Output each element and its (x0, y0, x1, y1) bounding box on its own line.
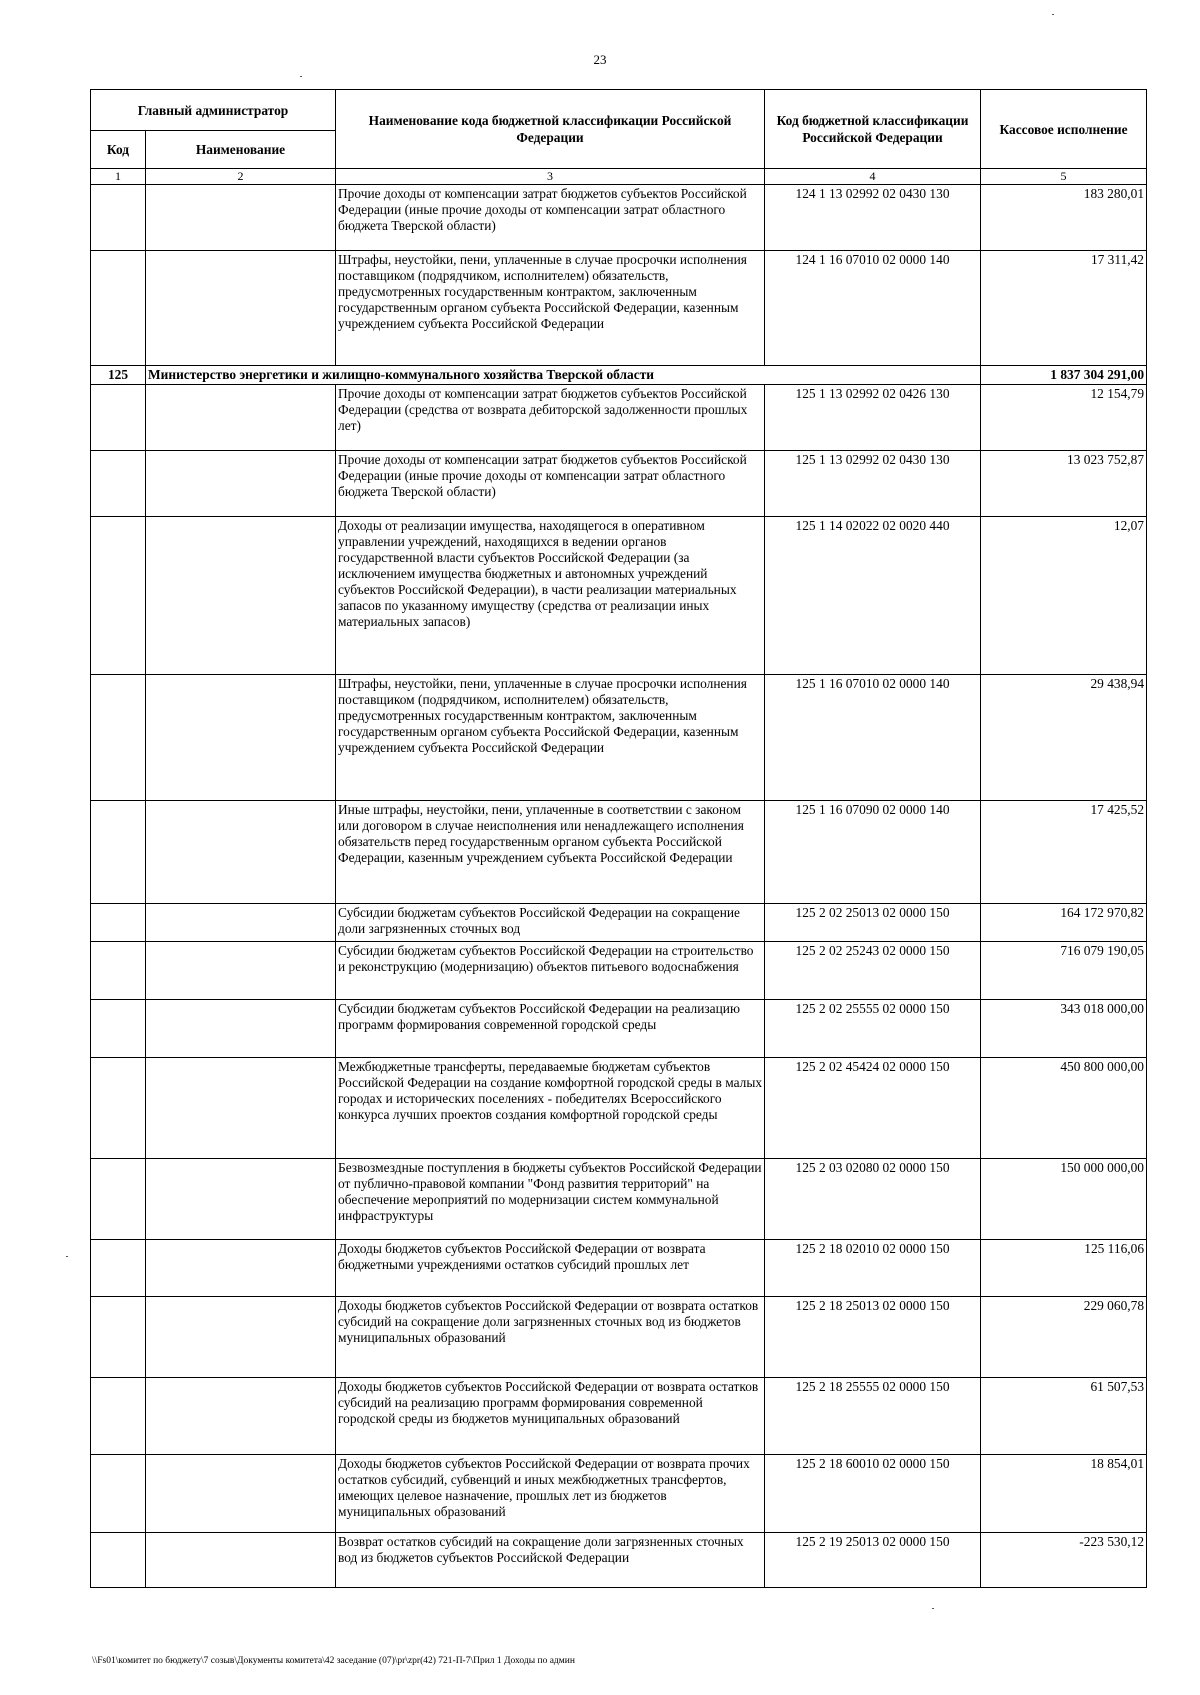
kbk-description: Доходы бюджетов субъектов Российской Федерации от возврата остатков субсидий на реализацию программ формирования современной городской среды из бюджетов муниципальных образований (336, 1378, 765, 1455)
amount: 13 023 752,87 (981, 451, 1147, 517)
amount: -223 530,12 (981, 1533, 1147, 1588)
kbk-code: 125 2 19 25013 02 0000 150 (765, 1533, 981, 1588)
table-row (91, 185, 1147, 251)
table-row (91, 1533, 1147, 1588)
scan-speck (66, 1256, 68, 1257)
amount: 164 172 970,82 (981, 904, 1147, 942)
kbk-code: 125 2 02 45424 02 0000 150 (765, 1058, 981, 1159)
amount: 12 154,79 (981, 385, 1147, 451)
header-kbk-code: Код бюджетной классификации Российской Федерации (765, 90, 981, 169)
table-row (91, 1378, 1147, 1455)
kbk-code: 125 2 02 25013 02 0000 150 (765, 904, 981, 942)
kbk-description: Доходы от реализации имущества, находящегося в оперативном управлении учреждений, находящихся в ведении органов государственной власти субъектов Российской Федерации (за исключением имущества бюджетных и автономных учреждений субъектов Российской Федерации), в части реализации материальных запасов по указанному имуществу (средства от реализации иных материальных запасов) (336, 517, 765, 675)
header-main-admin: Главный администратор (91, 90, 336, 131)
kbk-description: Иные штрафы, неустойки, пени, уплаченные в соответствии с законом или договором в случае неисполнения или ненадлежащего исполнения обязательств перед государственным органом субъекта Российской Федерации, казенным учреждением субъекта Российской Федерации (336, 801, 765, 904)
amount: 17 311,42 (981, 251, 1147, 366)
amount: 125 116,06 (981, 1240, 1147, 1297)
kbk-code: 124 1 13 02992 02 0430 130 (765, 185, 981, 251)
table-row (91, 1159, 1147, 1240)
table-row (91, 942, 1147, 1000)
header-kbk-name: Наименование кода бюджетной классификации Российской Федерации (336, 90, 765, 169)
amount: 61 507,53 (981, 1378, 1147, 1455)
column-number: 3 (336, 169, 765, 185)
amount: 17 425,52 (981, 801, 1147, 904)
kbk-code: 125 1 13 02992 02 0426 130 (765, 385, 981, 451)
kbk-description: Прочие доходы от компенсации затрат бюджетов субъектов Российской Федерации (иные прочие доходы от компенсации затрат областного бюджета Тверской области) (336, 451, 765, 517)
kbk-description: Доходы бюджетов субъектов Российской Федерации от возврата бюджетными учреждениями остатков субсидий прошлых лет (336, 1240, 765, 1297)
amount: 229 060,78 (981, 1297, 1147, 1378)
kbk-description: Безвозмездные поступления в бюджеты субъектов Российской Федерации от публично-правовой компании "Фонд развития территорий" на обеспечение мероприятий по модернизации систем коммунальной инфраструктуры (336, 1159, 765, 1240)
kbk-code: 125 2 18 60010 02 0000 150 (765, 1455, 981, 1533)
kbk-description: Возврат остатков субсидий на сокращение доли загрязненных сточных вод из бюджетов субъектов Российской Федерации (336, 1533, 765, 1588)
table-row (91, 1297, 1147, 1378)
header-code: Код (91, 131, 146, 169)
kbk-description: Субсидии бюджетам субъектов Российской Федерации на строительство и реконструкцию (модернизацию) объектов питьевого водоснабжения (336, 942, 765, 1000)
kbk-description: Штрафы, неустойки, пени, уплаченные в случае просрочки исполнения поставщиком (подрядчиком, исполнителем) обязательств, предусмотренных государственным контрактом, заключенным государственным органом субъекта Российской Федерации, казенным учреждением субъекта Российской Федерации (336, 251, 765, 366)
kbk-code: 125 1 13 02992 02 0430 130 (765, 451, 981, 517)
amount: 183 280,01 (981, 185, 1147, 251)
footer-file-path: \\Fs01\комитет по бюджету\7 созыв\Документы комитета\42 заседание (07)\pr\zpr(42) 721-П-7\Прил 1 Доходы по админ (92, 1656, 575, 1666)
page-number: 23 (593, 52, 607, 67)
kbk-code: 125 2 02 25555 02 0000 150 (765, 1000, 981, 1058)
kbk-description: Межбюджетные трансферты, передаваемые бюджетам субъектов Российской Федерации на создание комфортной городской среды в малых городах и исторических поселениях - победителях Всероссийского конкурса лучших проектов создания комфортной городской среды (336, 1058, 765, 1159)
revenue-table (90, 89, 1147, 1588)
kbk-description: Субсидии бюджетам субъектов Российской Федерации на реализацию программ формирования современной городской среды (336, 1000, 765, 1058)
kbk-description: Субсидии бюджетам субъектов Российской Федерации на сокращение доли загрязненных сточных вод (336, 904, 765, 942)
table-row (91, 1000, 1147, 1058)
amount: 18 854,01 (981, 1455, 1147, 1533)
table-row (91, 251, 1147, 366)
admin-name: Министерство энергетики и жилищно-коммунального хозяйства Тверской области (146, 366, 981, 385)
scan-speck (300, 76, 302, 77)
table-row (91, 801, 1147, 904)
column-number: 4 (765, 169, 981, 185)
kbk-description: Штрафы, неустойки, пени, уплаченные в случае просрочки исполнения поставщиком (подрядчиком, исполнителем) обязательств, предусмотренных государственным контрактом, заключенным государственным органом субъекта Российской Федерации, казенным учреждением субъекта Российской Федерации (336, 675, 765, 801)
column-number: 5 (981, 169, 1147, 185)
amount: 343 018 000,00 (981, 1000, 1147, 1058)
kbk-code: 124 1 16 07010 02 0000 140 (765, 251, 981, 366)
amount: 716 079 190,05 (981, 942, 1147, 1000)
amount: 450 800 000,00 (981, 1058, 1147, 1159)
kbk-code: 125 2 03 02080 02 0000 150 (765, 1159, 981, 1240)
kbk-code: 125 1 16 07090 02 0000 140 (765, 801, 981, 904)
kbk-code: 125 2 18 02010 02 0000 150 (765, 1240, 981, 1297)
admin-total: 1 837 304 291,00 (981, 366, 1147, 385)
header-execution: Кассовое исполнение (981, 90, 1147, 169)
kbk-description: Прочие доходы от компенсации затрат бюджетов субъектов Российской Федерации (средства от возврата дебиторской задолженности прошлых лет) (336, 385, 765, 451)
kbk-code: 125 1 14 02022 02 0020 440 (765, 517, 981, 675)
table-row (91, 1058, 1147, 1159)
kbk-code: 125 1 16 07010 02 0000 140 (765, 675, 981, 801)
column-number: 1 (91, 169, 146, 185)
table-row (91, 517, 1147, 675)
amount: 150 000 000,00 (981, 1159, 1147, 1240)
kbk-description: Доходы бюджетов субъектов Российской Федерации от возврата прочих остатков субсидий, субвенций и иных межбюджетных трансфертов, имеющих целевое назначение, прошлых лет из бюджетов муниципальных образований (336, 1455, 765, 1533)
admin-row (91, 366, 1147, 385)
table-row (91, 904, 1147, 942)
table-row (91, 385, 1147, 451)
table-row (91, 1240, 1147, 1297)
amount: 29 438,94 (981, 675, 1147, 801)
table-row (91, 675, 1147, 801)
scan-speck (932, 1608, 934, 1609)
table-row (91, 1455, 1147, 1533)
kbk-description: Прочие доходы от компенсации затрат бюджетов субъектов Российской Федерации (иные прочие доходы от компенсации затрат областного бюджета Тверской области) (336, 185, 765, 251)
kbk-code: 125 2 02 25243 02 0000 150 (765, 942, 981, 1000)
header-name: Наименование (146, 131, 336, 169)
table-row (91, 451, 1147, 517)
kbk-code: 125 2 18 25555 02 0000 150 (765, 1378, 981, 1455)
kbk-code: 125 2 18 25013 02 0000 150 (765, 1297, 981, 1378)
scan-speck (1052, 14, 1054, 15)
kbk-description: Доходы бюджетов субъектов Российской Федерации от возврата остатков субсидий на сокращение доли загрязненных сточных вод из бюджетов муниципальных образований (336, 1297, 765, 1378)
column-number: 2 (146, 169, 336, 185)
amount: 12,07 (981, 517, 1147, 675)
admin-code: 125 (91, 366, 146, 385)
